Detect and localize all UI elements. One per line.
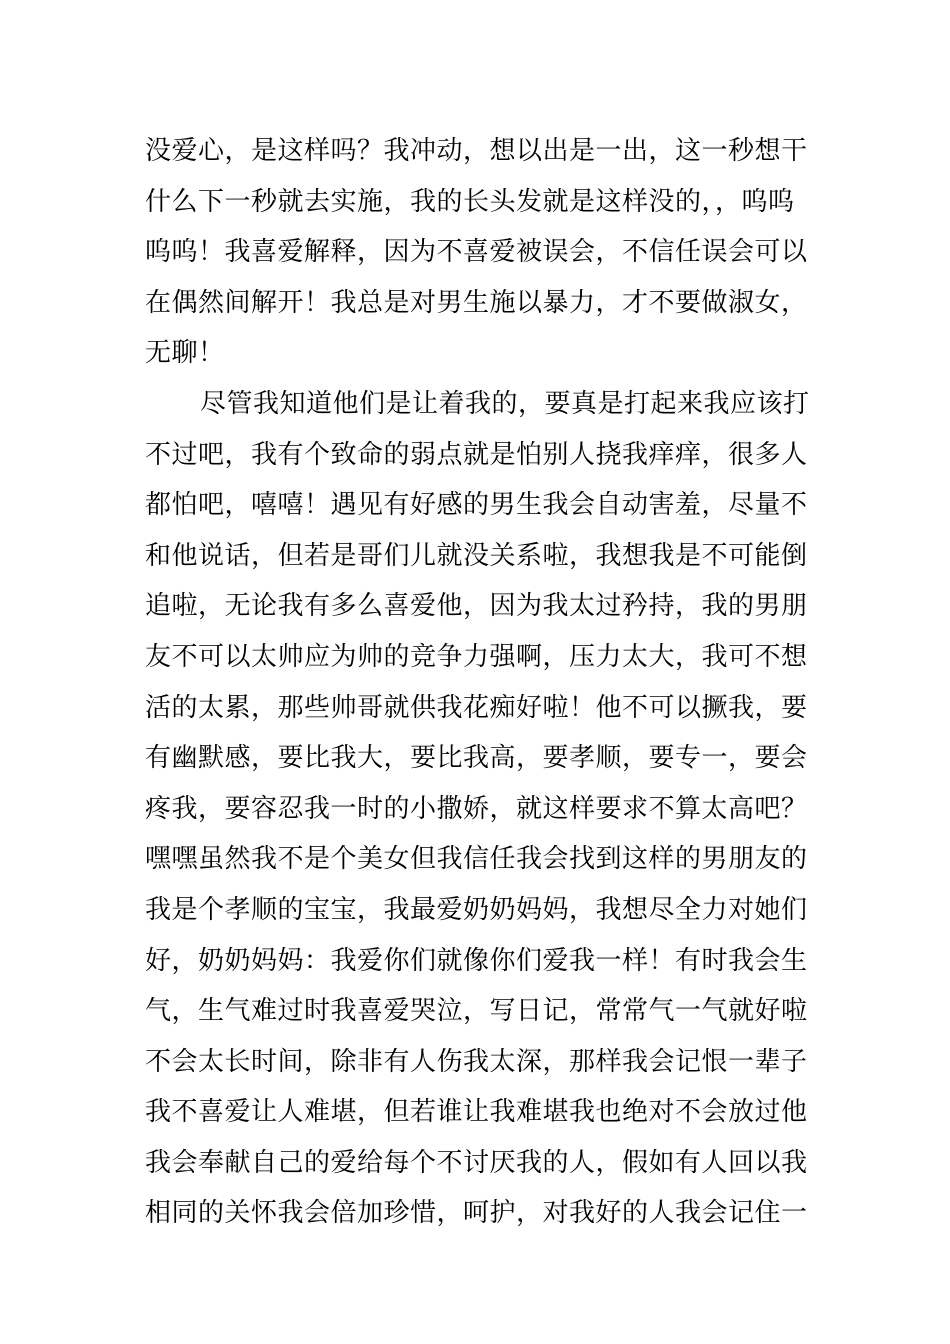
paragraph-start-line: 尽管我知道他们是让着我的，要真是打起来我应该打 [200,388,810,419]
text-line: 活的太累，那些帅哥就供我花痴好啦！他不可以撅我，要 [145,692,808,723]
text-line: 疼我，要容忍我一时的小撒娇，就这样要求不算太高吧？ [145,793,808,824]
text-line: 没爱心，是这样吗？我冲动，想以出是一出，这一秒想干 [145,136,808,166]
text-line: 有幽默感，要比我大，要比我高，要孝顺，要专一，要会 [145,743,808,774]
text-line: 呜呜！我喜爱解释，因为不喜爱被误会，不信任误会可以 [145,237,808,268]
text-line: 无聊！ [145,338,225,369]
text-line: 不过吧，我有个致命的弱点就是怕别人挠我痒痒，很多人 [145,439,808,470]
text-line: 追啦，无论我有多么喜爱他，因为我太过矜持，我的男朋 [145,591,808,622]
text-line: 什么下一秒就去实施，我的长头发就是这样没的，，呜呜 [145,186,795,217]
text-line: 在偶然间解开！我总是对男生施以暴力，才不要做淑女， [145,287,808,318]
text-line: 不会太长时间，除非有人伤我太深，那样我会记恨一辈子 [145,1046,808,1077]
text-line: 嘿嘿虽然我不是个美女但我信任我会找到这样的男朋友的 [145,844,808,875]
text-line: 气，生气难过时我喜爱哭泣，写日记，常常气一气就好啦 [145,996,808,1027]
text-line: 好，奶奶妈妈：我爱你们就像你们爱我一样！有时我会生 [145,945,808,976]
text-line: 相同的关怀我会倍加珍惜，呵护，对我好的人我会记住一 [145,1198,808,1229]
text-line: 我是个孝顺的宝宝，我最爱奶奶妈妈，我想尽全力对她们 [145,894,808,925]
text-line: 友不可以太帅应为帅的竞争力强啊，压力太大，我可不想 [145,641,808,672]
text-line: 我不喜爱让人难堪，但若谁让我难堪我也绝对不会放过他 [145,1097,808,1128]
text-line: 我会奉献自己的爱给每个不讨厌我的人，假如有人回以我 [145,1147,808,1178]
text-line: 都怕吧，嘻嘻！遇见有好感的男生我会自动害羞，尽量不 [145,490,808,521]
text-line: 和他说话，但若是哥们儿就没关系啦，我想我是不可能倒 [145,540,808,571]
body-text [145,126,815,1239]
